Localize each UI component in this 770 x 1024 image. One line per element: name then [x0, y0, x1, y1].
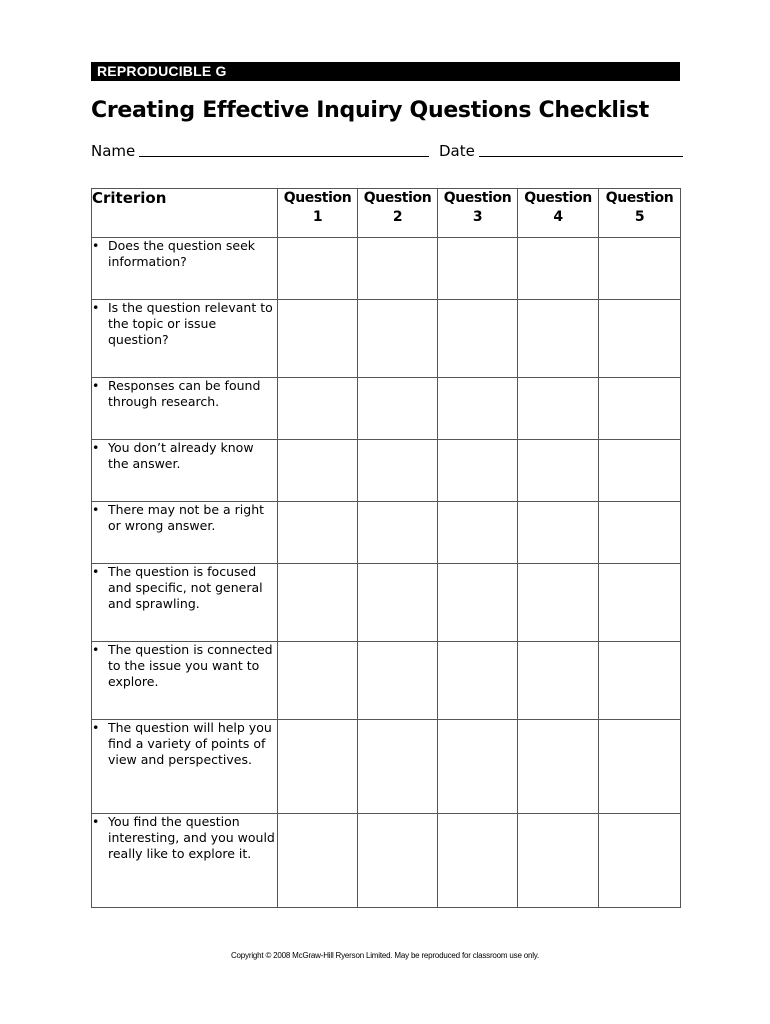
name-blank-line[interactable]: [139, 155, 429, 157]
criterion-cell: [92, 300, 278, 378]
check-cell[interactable]: [358, 814, 438, 908]
criterion-text: Is the question relevant to the topic or issue question?: [108, 300, 273, 347]
check-cell[interactable]: [518, 378, 599, 440]
copyright-footer: Copyright © 2008 McGraw-Hill Ryerson Limited. May be reproduced for classroom use only.: [230, 951, 540, 960]
criterion-text: Does the question seek information?: [108, 238, 256, 269]
table-row: [92, 300, 681, 378]
check-cell[interactable]: [599, 440, 681, 502]
criterion-header: Criterion: [92, 189, 278, 238]
criterion-cell: [92, 564, 278, 642]
check-cell[interactable]: [518, 440, 599, 502]
criterion-text: The question is focused and specific, not general and sprawling.: [108, 564, 263, 611]
criterion-text: The question is connected to the issue you want to explore.: [108, 642, 273, 689]
criterion-cell: [92, 238, 278, 300]
question-header-word: Question: [283, 190, 352, 206]
bullet: •: [92, 440, 100, 455]
check-cell[interactable]: [438, 300, 518, 378]
bullet: •: [92, 378, 100, 393]
question-header-number: 1: [312, 209, 323, 225]
check-cell[interactable]: [438, 814, 518, 908]
check-cell[interactable]: [278, 814, 358, 908]
check-cell[interactable]: [599, 238, 681, 300]
header-fields: [91, 141, 683, 163]
check-cell[interactable]: [358, 300, 438, 378]
table-row: [92, 814, 681, 908]
check-cell[interactable]: [518, 300, 599, 378]
check-cell[interactable]: [518, 238, 599, 300]
table-header-row: [92, 189, 681, 238]
check-cell[interactable]: [599, 814, 681, 908]
check-cell[interactable]: [278, 642, 358, 720]
criterion-cell: [92, 378, 278, 440]
table-row: [92, 378, 681, 440]
check-cell[interactable]: [278, 440, 358, 502]
name-field[interactable]: [91, 141, 429, 161]
criterion-text: There may not be a right or wrong answer.: [108, 502, 265, 533]
page-title: Creating Effective Inquiry Questions Checklist: [91, 98, 649, 123]
criterion-cell: [92, 642, 278, 720]
check-cell[interactable]: [438, 642, 518, 720]
check-cell[interactable]: [278, 720, 358, 814]
name-label: Name: [91, 142, 136, 160]
check-cell[interactable]: [358, 642, 438, 720]
question-2-header: [358, 189, 438, 238]
check-cell[interactable]: [358, 502, 438, 564]
bullet: •: [92, 564, 100, 579]
check-cell[interactable]: [438, 564, 518, 642]
question-1-header: [278, 189, 358, 238]
criterion-text: You find the question interesting, and you would really like to explore it.: [108, 814, 275, 861]
question-header-word: Question: [443, 190, 512, 206]
question-header-word: Question: [605, 190, 674, 206]
criterion-text: Responses can be found through research.: [108, 378, 261, 409]
check-cell[interactable]: [599, 378, 681, 440]
check-cell[interactable]: [518, 814, 599, 908]
criterion-text: You don’t already know the answer.: [108, 440, 254, 471]
check-cell[interactable]: [438, 440, 518, 502]
check-cell[interactable]: [518, 642, 599, 720]
question-header-number: 3: [472, 209, 483, 225]
bullet: •: [92, 300, 100, 315]
question-header-word: Question: [363, 190, 432, 206]
criterion-text: The question will help you find a variety of points of view and perspectives.: [108, 720, 272, 767]
check-cell[interactable]: [358, 238, 438, 300]
bullet: •: [92, 814, 100, 829]
check-cell[interactable]: [518, 564, 599, 642]
check-cell[interactable]: [278, 502, 358, 564]
bullet: •: [92, 720, 100, 735]
check-cell[interactable]: [438, 238, 518, 300]
check-cell[interactable]: [278, 300, 358, 378]
criterion-cell: [92, 720, 278, 814]
date-label: Date: [439, 142, 475, 160]
check-cell[interactable]: [518, 720, 599, 814]
bullet: •: [92, 238, 100, 253]
check-cell[interactable]: [599, 300, 681, 378]
check-cell[interactable]: [278, 564, 358, 642]
question-3-header: [438, 189, 518, 238]
question-4-header: [518, 189, 599, 238]
check-cell[interactable]: [358, 440, 438, 502]
table-row: [92, 440, 681, 502]
check-cell[interactable]: [358, 564, 438, 642]
table-row: [92, 564, 681, 642]
check-cell[interactable]: [438, 502, 518, 564]
check-cell[interactable]: [599, 564, 681, 642]
date-blank-line[interactable]: [479, 155, 683, 157]
table-row: [92, 642, 681, 720]
date-field[interactable]: [439, 141, 683, 161]
check-cell[interactable]: [518, 502, 599, 564]
question-header-word: Question: [524, 190, 592, 206]
bullet: •: [92, 502, 100, 517]
question-header-number: 4: [553, 209, 563, 225]
question-5-header: [599, 189, 681, 238]
bullet: •: [92, 642, 100, 657]
table-row: [92, 238, 681, 300]
check-cell[interactable]: [358, 720, 438, 814]
check-cell[interactable]: [358, 378, 438, 440]
criterion-cell: [92, 814, 278, 908]
check-cell[interactable]: [278, 378, 358, 440]
check-cell[interactable]: [438, 378, 518, 440]
check-cell[interactable]: [599, 642, 681, 720]
check-cell[interactable]: [438, 720, 518, 814]
table-row: [92, 720, 681, 814]
reproducible-banner: REPRODUCIBLE G: [91, 62, 680, 81]
table-row: [92, 502, 681, 564]
check-cell[interactable]: [599, 720, 681, 814]
checklist-table: [91, 188, 681, 908]
check-cell[interactable]: [278, 238, 358, 300]
question-header-number: 2: [392, 209, 403, 225]
criterion-cell: [92, 440, 278, 502]
check-cell[interactable]: [599, 502, 681, 564]
question-header-number: 5: [634, 209, 645, 225]
criterion-cell: [92, 502, 278, 564]
